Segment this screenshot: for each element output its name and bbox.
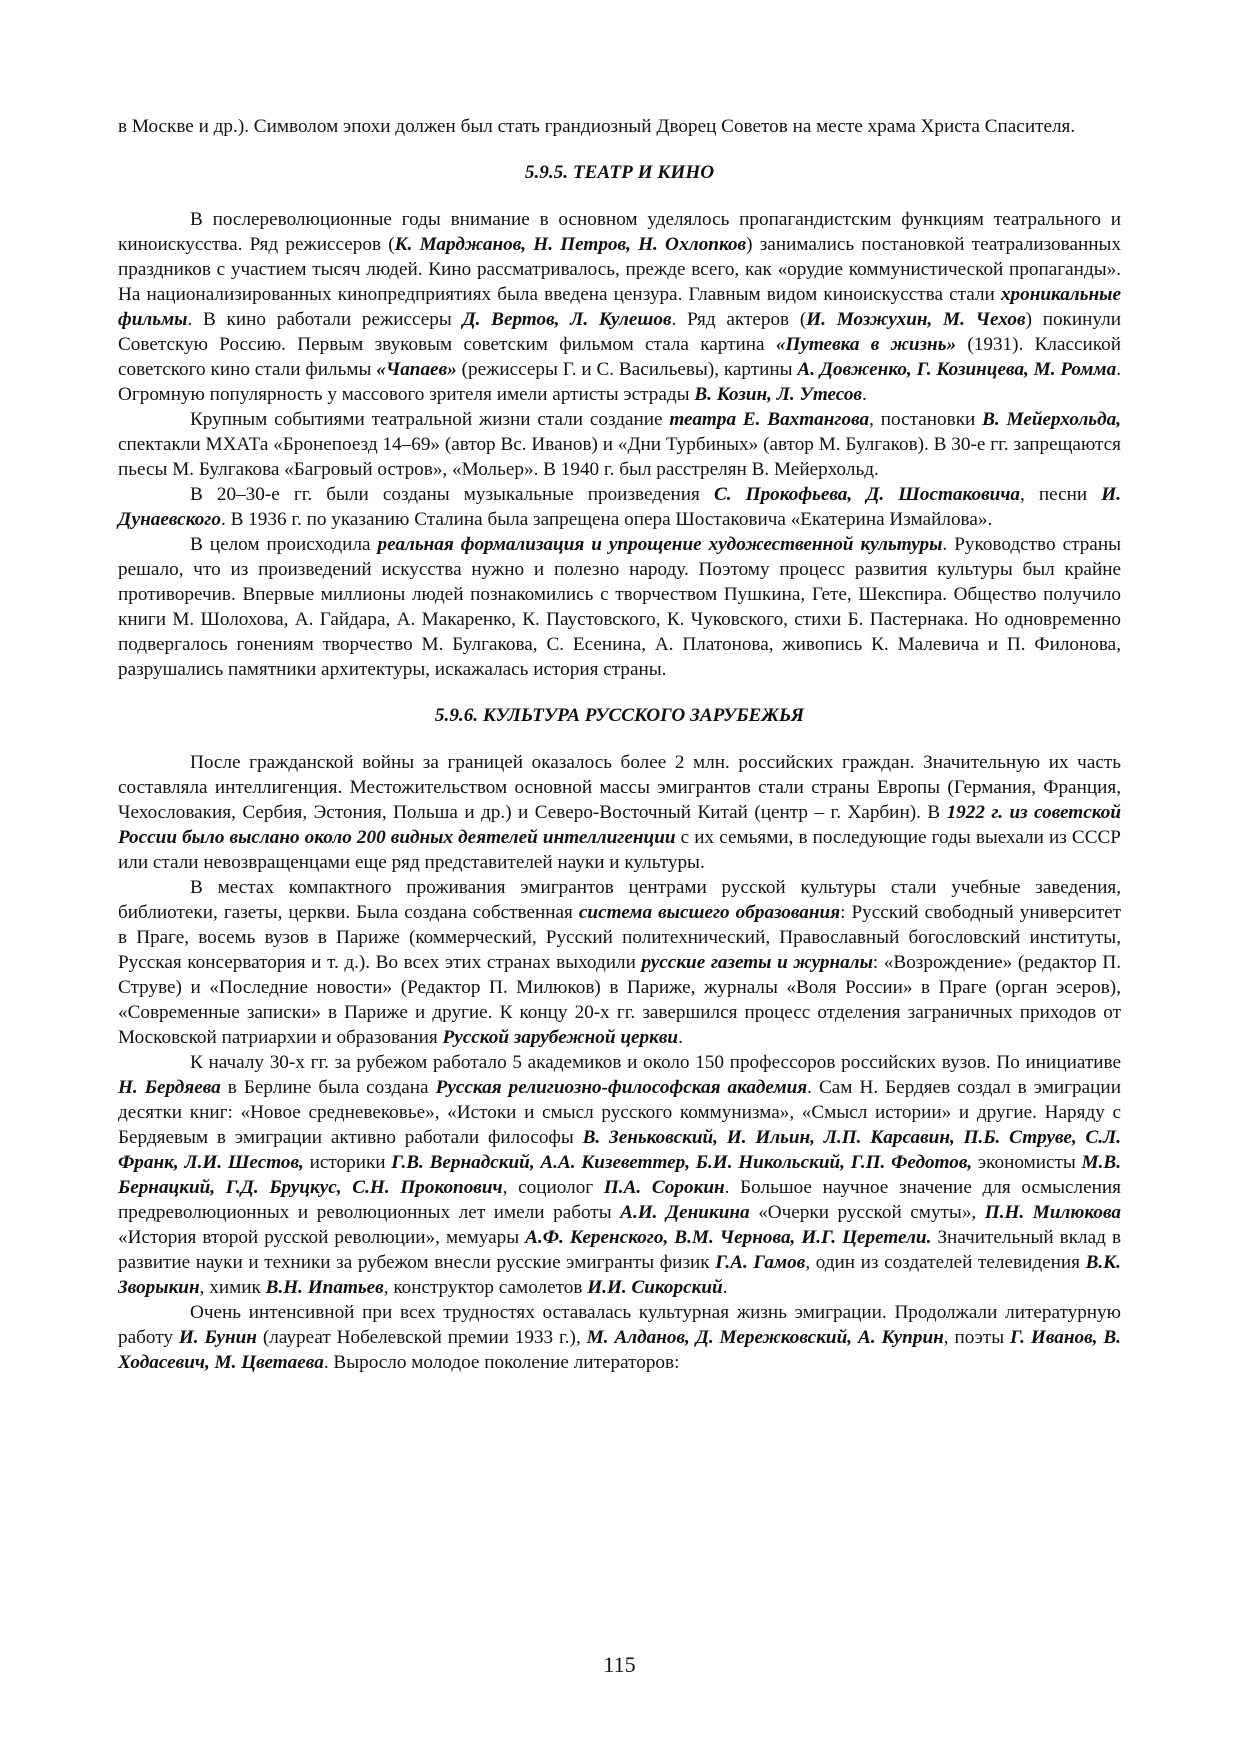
emphasis-text: «Чапаев» <box>376 359 457 380</box>
emphasis-text: А.И. Деникина <box>620 1202 750 1223</box>
body-text: . Сам Н. Бердяев создал в эмиграции десятки книг: «Новое средневековье», «Истоки и смысл русского коммунизма», «Смысл истории» и другие. Наряду с Бердяевым в эмиграции активно работали философы <box>118 1077 1121 1148</box>
body-text: ) покинули Советскую Россию. Первым звуковым советским фильмом стала картина <box>118 309 1122 355</box>
emphasis-text: П.Н. Милюкова <box>984 1202 1121 1223</box>
paragraph-emigre-3 <box>118 1050 1121 1300</box>
body-text: : Русский свободный университет в Праге, восемь вузов в Париже (коммерческий, Русский политехнический, Православный богословский институты, Русская консерватория и т. д.). Во всех этих странах выходили <box>118 902 1122 973</box>
body-text: , песни <box>1020 484 1102 505</box>
paragraph-emigre-4 <box>118 1300 1121 1375</box>
body-text: . В кино работали режиссеры <box>187 309 463 330</box>
body-text: В целом происходила <box>190 534 378 555</box>
emphasis-text: П.А. Сорокин <box>603 1177 725 1198</box>
emphasis-text: В.Н. Ипатьев <box>265 1277 384 1298</box>
section-heading-emigre-culture: 5.9.6. КУЛЬТУРА РУССКОГО ЗАРУБЕЖЬЯ <box>434 705 805 726</box>
body-text: . <box>862 384 867 405</box>
body-text: , постановки <box>869 409 983 430</box>
emphasis-text: Д. Вертов, Л. Кулешов <box>462 309 672 330</box>
emphasis-text: реальная формализация и упрощение художественной культуры <box>377 534 943 555</box>
body-text: экономисты <box>972 1152 1082 1173</box>
emphasis-text: театра Е. Вахтангова <box>669 409 870 430</box>
body-text: ) занимались постановкой театрализованных праздников с участием тысяч людей. Кино рассматривалось, прежде всего, как «орудие коммунистической пропаганды». На национализированных кинопредприятиях была введена цензура. Главным видом киноискусства стали <box>118 234 1121 305</box>
body-text: , конструктор самолетов <box>383 1277 588 1298</box>
body-text: , поэты <box>943 1327 1011 1348</box>
body-text: . Большое научное значение для осмысления предреволюционных и революционных лет имели работы <box>118 1177 1121 1223</box>
body-text: . Огромную популярность у массового зрителя имели артисты эстрады <box>118 359 1121 405</box>
emphasis-text: В. Козин, Л. Утесов <box>694 384 863 405</box>
body-text: . Ряд актеров ( <box>671 309 807 330</box>
body-text: , один из создателей телевидения <box>805 1252 1086 1273</box>
body-text: В послереволюционные годы внимание в основном уделялось пропагандистским функциям театрального и киноискусства. Ряд режиссеров ( <box>118 209 1121 255</box>
emphasis-text: В. Зеньковский, И. Ильин, Л.П. Карсавин, П.Б. Струве, С.Л. Франк, Л.И. Шестов, <box>118 1127 1121 1173</box>
emphasis-text: А. Довженко, Г. Козинцева, М. Ромма <box>797 359 1117 380</box>
body-text: . <box>722 1277 728 1298</box>
body-text: «История второй русской революции», мемуары <box>118 1227 526 1248</box>
emphasis-text: К. Марджанов, Н. Петров, Н. Охлопков <box>394 234 747 255</box>
emphasis-text: И. Мозжухин, М. Чехов <box>806 309 1026 330</box>
body-text: , социолог <box>502 1177 604 1198</box>
body-text: К началу 30-х гг. за рубежом работало 5 академиков и около 150 профессоров российских вузов. По инициативе <box>190 1052 1121 1073</box>
body-text: Значительный вклад в развитие науки и техники за рубежом внесли русские эмигранты физик <box>118 1227 1122 1273</box>
emphasis-text: В.К. Зворыкин <box>118 1252 1121 1298</box>
body-text: с их семьями, в последующие годы выехали из СССР или стали невозвращенцами еще ряд представителей науки и культуры. <box>118 827 1121 873</box>
paragraph-theatre-cinema-1 <box>118 207 1121 407</box>
body-text: : «Возрождение» (редактор П. Струве) и «Последние новости» (Редактор П. Милюков) в Париже, журналы «Воля России» в Праге (орган эсеров), «Современные записки» в Париже и другие. К концу 20-х гг. завершился процесс отделения заграничных приходов от Московской патриархии и образования <box>118 952 1122 1048</box>
body-text: (лауреат Нобелевской премии 1933 г.), <box>256 1327 587 1348</box>
emphasis-text: В. Мейерхольда, <box>982 409 1121 430</box>
emphasis-text: Русская религиозно-философская академия <box>435 1077 808 1098</box>
emphasis-text: А.Ф. Керенского, В.М. Чернова, И.Г. Церетели. <box>525 1227 932 1248</box>
emphasis-text: И. Дунаевского <box>118 484 1122 530</box>
paragraph-intro <box>118 114 1121 139</box>
body-text: (режиссеры Г. и С. Васильевы), картины <box>456 359 798 380</box>
emphasis-text: система высшего образования <box>578 902 841 923</box>
body-text: В местах компактного проживания эмигрантов центрами русской культуры стали учебные заведения, библиотеки, газеты, церкви. Была создана собственная <box>118 877 1121 923</box>
emphasis-text: Русской зарубежной церкви <box>442 1027 679 1048</box>
paragraph-theatre-cinema-3 <box>118 482 1121 532</box>
paragraph-theatre-cinema-4 <box>118 532 1121 682</box>
body-text: . <box>678 1027 683 1048</box>
body-text: . Руководство страны решало, что из произведений искусства нужно и полезно народу. Поэтому процесс развития культуры был крайне противоречив. Впервые миллионы людей познакомились с творчеством Пушкина, Гете, Шекспира. Общество получило книги М. Шолохова, А. Гайдара, А. Макаренко, К. Паустовского, К. Чуковского, стихи Б. Пастернака. Но одновременно подвергалось гонениям творчество М. Булгакова, С. Есенина, А. Платонова, живопись К. Малевича и П. Филонова, разрушались памятники архитектуры, искажалась история страны. <box>118 534 1121 680</box>
body-text: В 20–30-е гг. были созданы музыкальные произведения <box>190 484 714 505</box>
body-text: После гражданской войны за границей оказалось более 2 млн. российских граждан. Значительную их часть составляла интеллигенция. Местожительством основной массы эмигрантов стали страны Европы (Германия, Франция, Чехословакия, Сербия, Эстония, Польша и др.) и Северо-Восточный Китай (центр – г. Харбин). В <box>118 752 1121 823</box>
body-text: спектакли МХАТа «Бронепоезд 14–69» (автор Вс. Иванов) и «Дни Турбиных» (автор М. Булгаков). В 30-е гг. запрещаются пьесы М. Булгакова «Багровый остров», «Мольер». В 1940 г. был расстрелян В. Мейерхольд. <box>118 434 1121 480</box>
emphasis-text: М. Алданов, Д. Мережковский, А. Куприн <box>586 1327 944 1348</box>
emphasis-text: «Путевка в жизнь» <box>775 334 957 355</box>
emphasis-text: И. Бунин <box>178 1327 257 1348</box>
body-text: «Очерки русской смуты», <box>749 1202 985 1223</box>
emphasis-text: Г.А. Гамов <box>715 1252 806 1273</box>
emphasis-text: 1922 г. из советской России было выслано около 200 видных деятелей интеллигенции <box>118 802 1121 848</box>
emphasis-text: Г.В. Вернадский, А.А. Кизеветтер, Б.И. Никольский, Г.П. Федотов, <box>391 1152 973 1173</box>
emphasis-text: русские газеты и журналы <box>641 952 873 973</box>
emphasis-text: хроникальные фильмы <box>118 284 1121 330</box>
body-text: Крупным событиями театральной жизни стали создание <box>190 409 670 430</box>
emphasis-text: Н. Бердяева <box>118 1077 221 1098</box>
body-text: (1931). Классикой советского кино стали фильмы <box>118 334 1121 380</box>
paragraph-theatre-cinema-2 <box>118 407 1121 482</box>
body-text: историки <box>303 1152 392 1173</box>
emphasis-text: Г. Иванов, В. Ходасевич, М. Цветаева <box>118 1327 1121 1373</box>
body-text: в Берлине была создана <box>220 1077 436 1098</box>
body-text: . В 1936 г. по указанию Сталина была запрещена опера Шостаковича «Екатерина Измайлова». <box>220 509 993 530</box>
body-text: , химик <box>199 1277 266 1298</box>
body-text: Очень интенсивной при всех трудностях оставалась культурная жизнь эмиграции. Продолжали литературную работу <box>118 1302 1121 1348</box>
section-heading-theatre-cinema: 5.9.5. ТЕАТР И КИНО <box>524 162 715 183</box>
paragraph-emigre-1 <box>118 750 1121 875</box>
body-text: в Москве и др.). Символом эпохи должен был стать грандиозный Дворец Советов на месте храма Христа Спасителя. <box>118 116 1076 137</box>
paragraph-emigre-2 <box>118 875 1121 1050</box>
page-number: 115 <box>603 1652 636 1677</box>
emphasis-text: С. Прокофьева, Д. Шостаковича <box>713 484 1020 505</box>
emphasis-text: И.И. Сикорский <box>587 1277 723 1298</box>
emphasis-text: М.В. Бернацкий, Г.Д. Бруцкус, С.Н. Прокопович <box>118 1152 1121 1198</box>
body-text: . Выросло молодое поколение литераторов: <box>323 1352 680 1373</box>
